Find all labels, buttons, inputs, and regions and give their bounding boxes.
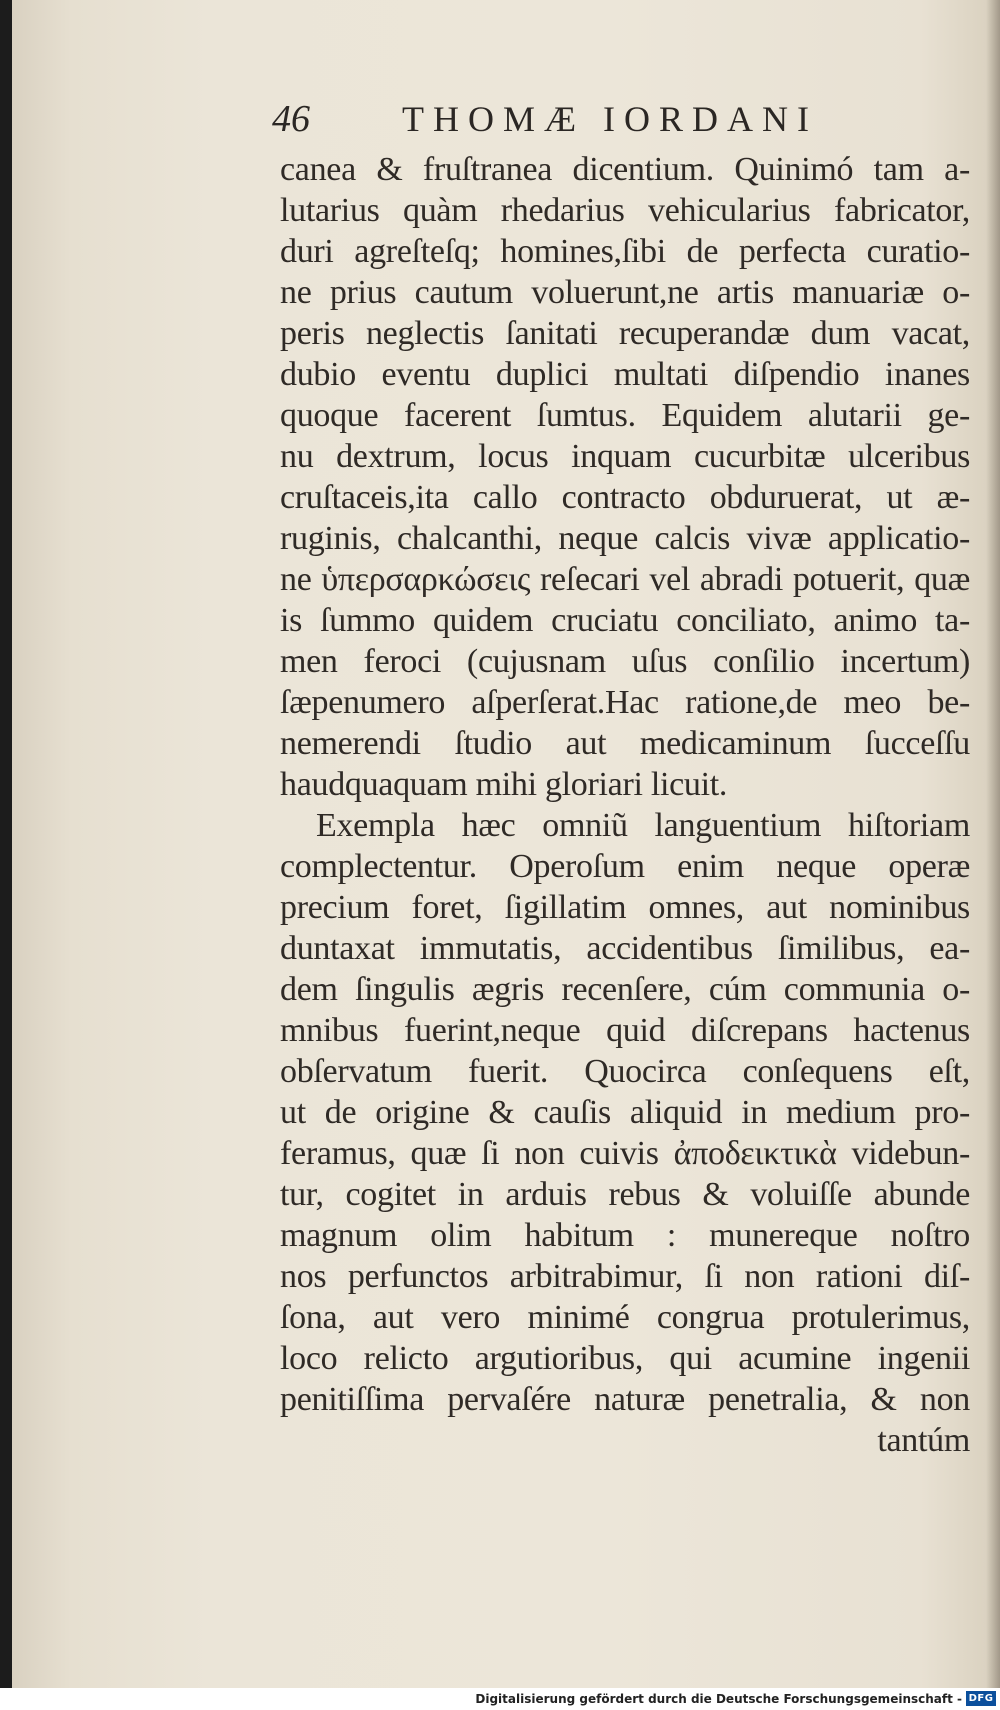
page-header [272,96,852,142]
text-line: nemerendi ſtudio aut medicaminum ſucceſſu [280,725,970,762]
text-line: ne ὑπερσαρκώσεις reſecari vel abradi potuerit, quæ [280,561,970,598]
text-line: is ſummo quidem cruciatu conciliato, animo ta- [280,602,970,639]
text-line: feramus, quæ ſi non cuivis ἀποδεικτικὰ videbun- [280,1135,970,1172]
text-line: duntaxat immutatis, accidentibus ſimilibus, ea- [280,930,970,967]
page-number: 46 [272,98,310,140]
text-line: tur, cogitet in arduis rebus & voluiſſe abunde [280,1176,970,1213]
text-line: ſæpenumero aſperſerat.Hac ratione,de meo be- [280,684,970,721]
text-line: quoque facerent ſumtus. Equidem alutarii ge- [280,397,970,434]
text-line: ſona, aut vero minimé congrua protulerimus, [280,1299,970,1336]
text-line: nu dextrum, locus inquam cucurbitæ ulceribus [280,438,970,475]
text-line: ne prius cautum voluerunt,ne artis manuariæ o- [280,274,970,311]
text-line: nos perfunctos arbitrabimur, ſi non rationi diſ- [280,1258,970,1295]
text-line: dubio eventu duplici multati diſpendio inanes [280,356,970,393]
funding-credit: Digitalisierung gefördert durch die Deutsche Forschungsgemeinschaft - [475,1692,962,1706]
text-line: penitiſſima pervaſére naturæ penetralia, & non [280,1381,970,1418]
text-line: men feroci (cujusnam uſus conſilio incertum) [280,643,970,680]
dfg-logo-icon: DFG [966,1691,996,1706]
text-line: peris neglectis ſanitati recuperandæ dum vacat, [280,315,970,352]
text-line: loco relicto argutioribus, qui acumine ingenii [280,1340,970,1377]
text-line-paragraph-end: haudquaquam mihi gloriari licuit. [280,766,728,803]
text-line: ut de origine & cauſis aliquid in medium pro- [280,1094,970,1131]
body-text [280,149,970,1461]
text-line: complectentur. Operoſum enim neque operæ [280,848,970,885]
text-line: obſervatum fuerit. Quocirca conſequens eſt, [280,1053,970,1090]
text-line: duri agreſteſq; homines,ſibi de perfecta curatio- [280,233,970,270]
catchword: tantúm [877,1422,970,1459]
running-title: THOMÆ IORDANI [402,99,818,139]
text-line: dem ſingulis ægris recenſere, cúm communia o- [280,971,970,1008]
text-line: lutarius quàm rhedarius vehicularius fabricator, [280,192,970,229]
text-line-paragraph-start: Exempla hæc omniũ languentium hiſtoriam [316,807,970,844]
text-line: cruſtaceis,ita callo contracto obduruerat, ut æ- [280,479,970,516]
text-line: precium foret, ſigillatim omnes, aut nominibus [280,889,970,926]
digitization-footer [0,1688,1000,1710]
text-line: mnibus fuerint,neque quid diſcrepans hactenus [280,1012,970,1049]
text-line: magnum olim habitum : munereque noſtro [280,1217,970,1254]
text-line: ruginis, chalcanthi, neque calcis vivæ applicatio- [280,520,970,557]
text-line: canea & fruſtranea dicentium. Quinimó tam a- [280,151,970,188]
